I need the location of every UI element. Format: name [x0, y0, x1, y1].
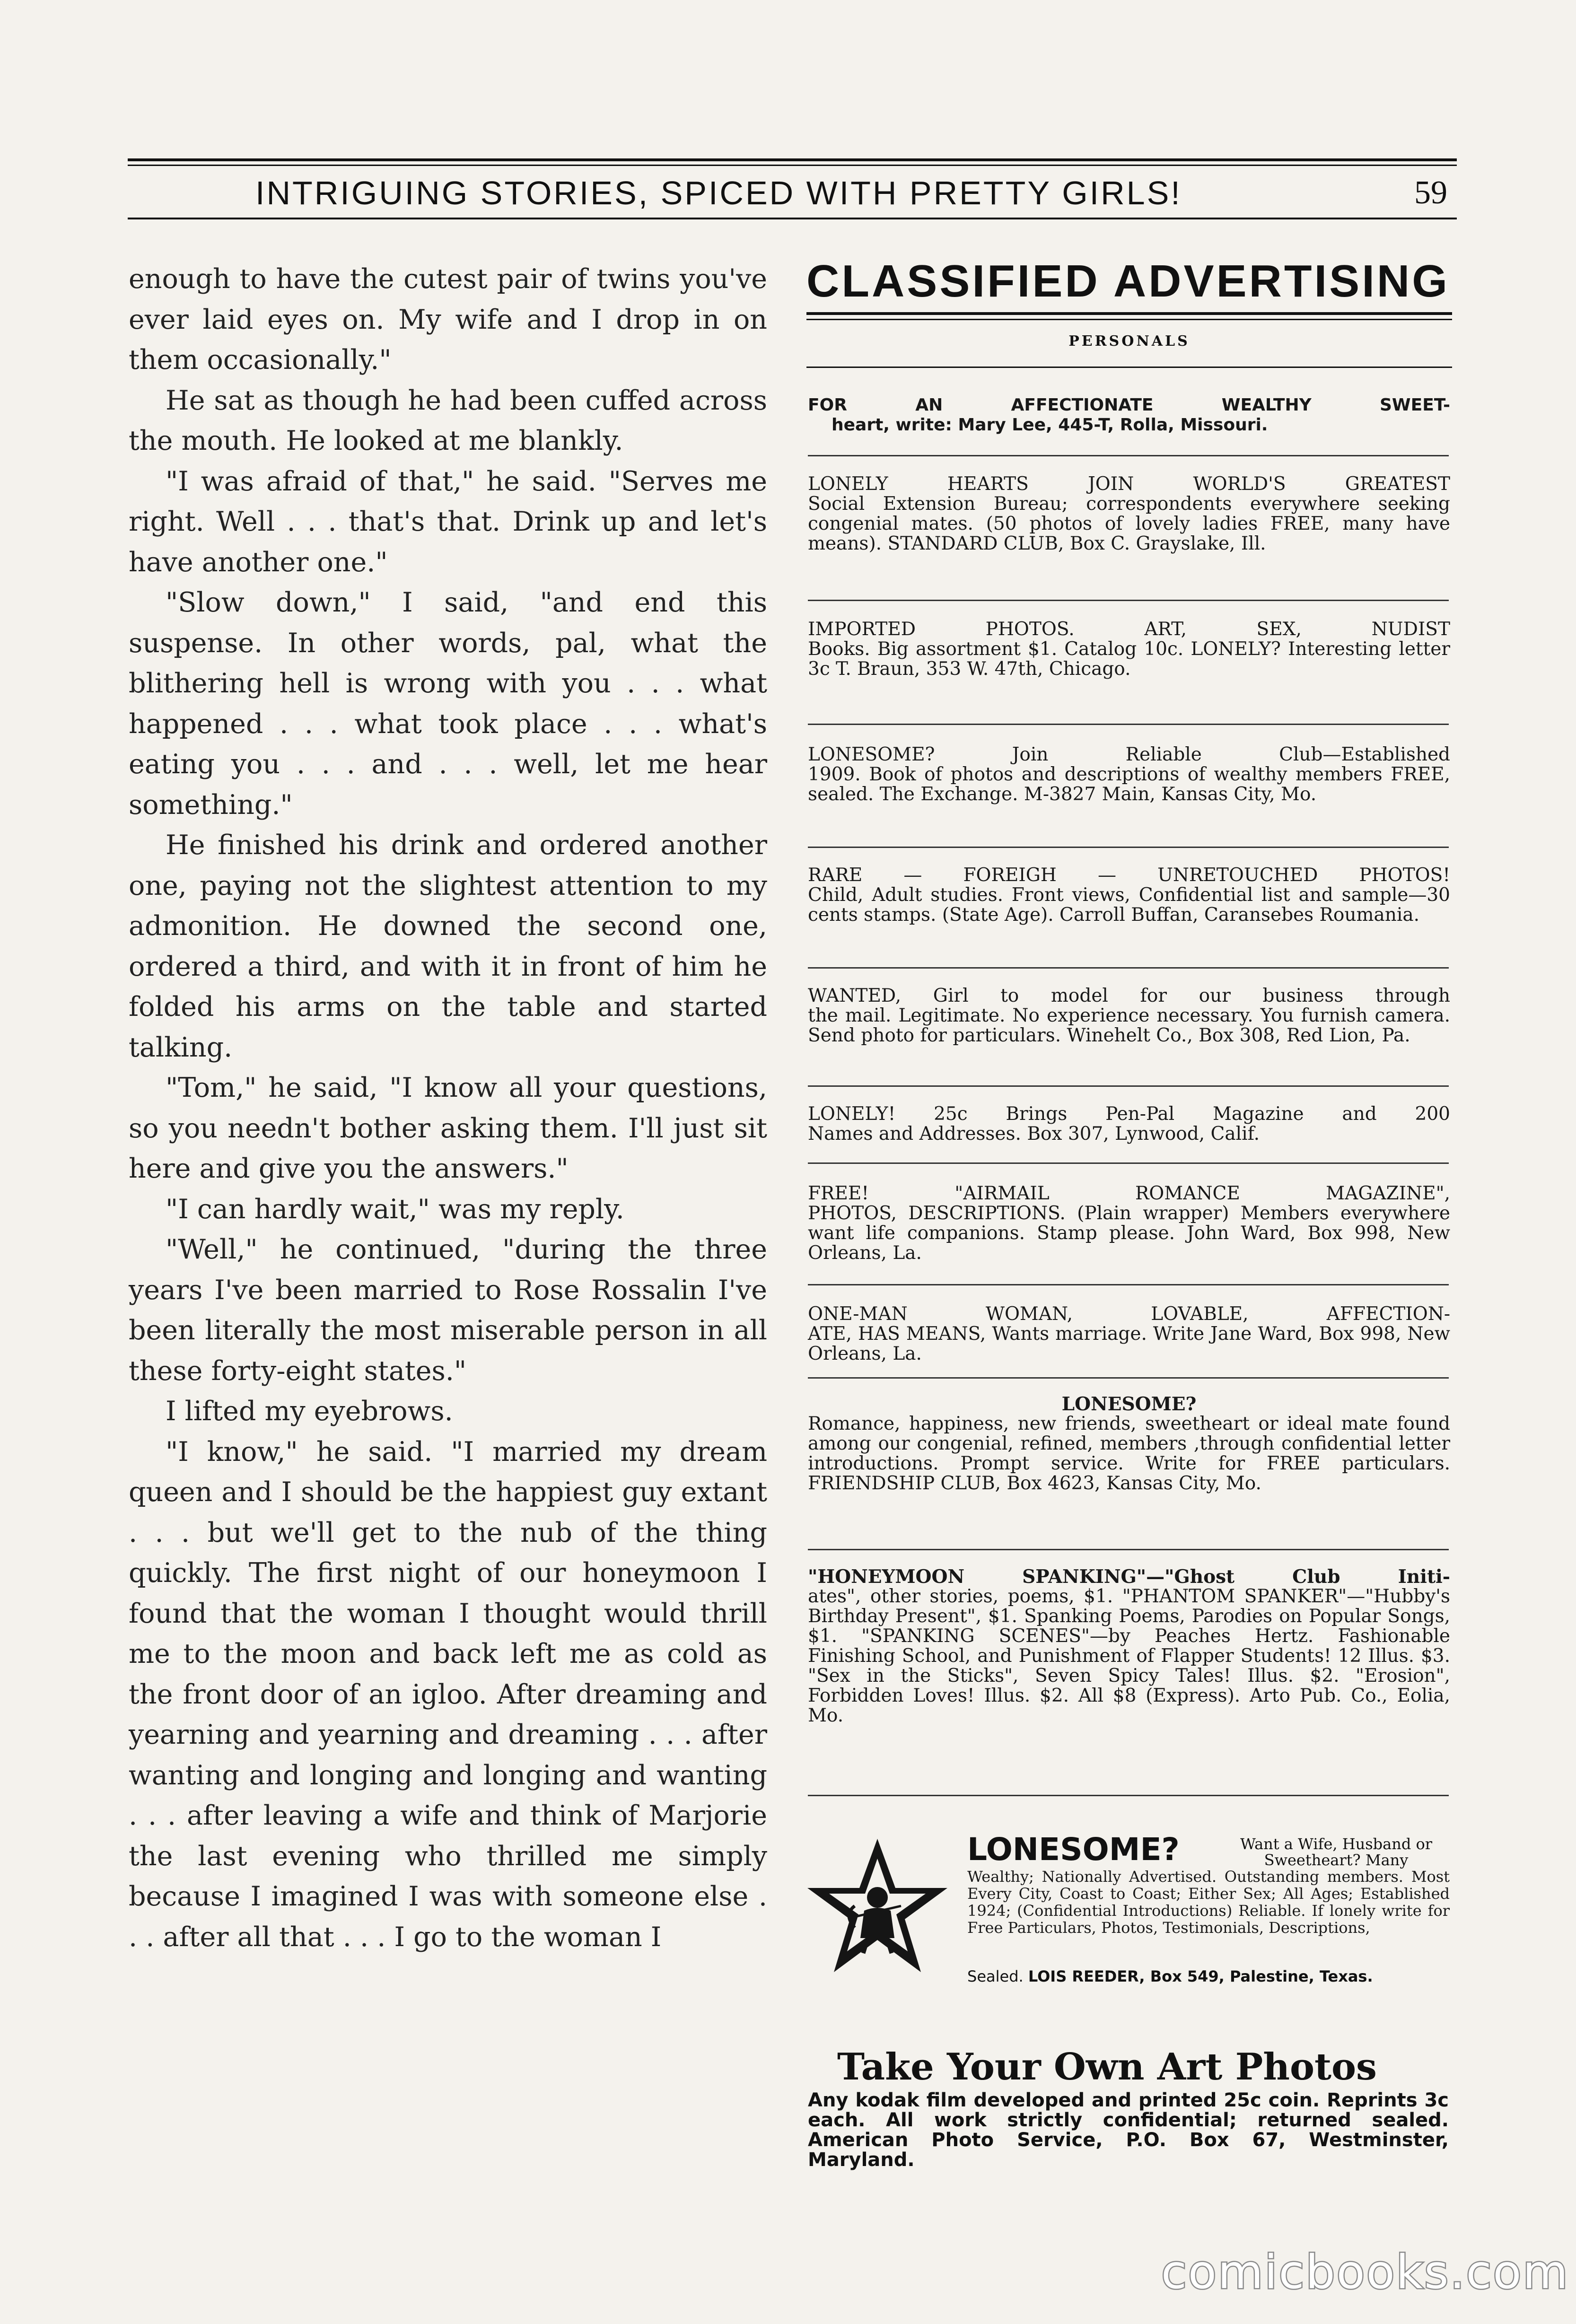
- ad-lead: FOR AN AFFECTIONATE WEALTHY SWEET-: [808, 395, 1450, 415]
- story-paragraph: "Well," he continued, "during the three years I've been married to Rose Rossalin I've been literally the most miserable person in all these forty-eight states.": [129, 1234, 767, 1387]
- ad-body: Books. Big assortment $1. Catalog 10c. LONELY? Interesting letter 3c T. Braun, 353 W. 47th, Chicago.: [808, 638, 1450, 680]
- header-top-rule-thick: [128, 158, 1457, 161]
- story-paragraph: "I was afraid of that," he said. "Serves me right. Well . . . that's that. Drink up and let's have another one.": [129, 465, 767, 578]
- ad-body: heart, write: Mary Lee, 445-T, Rolla, Missouri.: [832, 415, 1268, 435]
- ad-body: PHOTOS, DESCRIPTIONS. (Plain wrapper) Members everywhere want life companions. Stamp please. John Ward, Box 998, New Orleans, La.: [808, 1203, 1450, 1264]
- section-rule: [806, 367, 1452, 368]
- lonesome-ad-signature: [967, 1967, 1450, 1985]
- ad-separator: [808, 1377, 1449, 1379]
- ad-body: 1909. Book of photos and descriptions of wealthy members FREE, sealed. The Exchange. M-3827 Main, Kansas City, Mo.: [808, 764, 1450, 805]
- ad-lead: FREE! "AIRMAIL ROMANCE MAGAZINE",: [808, 1183, 1450, 1204]
- lonesome-ad-title: LONESOME?: [967, 1831, 1180, 1868]
- ad-separator: [808, 1795, 1449, 1796]
- ad-body: Names and Addresses. Box 307, Lynwood, Calif.: [808, 1123, 1260, 1145]
- ad-body: ATE, HAS MEANS, Wants marriage. Write Jane Ward, Box 998, New Orleans, La.: [808, 1323, 1450, 1364]
- ad-lead: ONE-MAN WOMAN, LOVABLE, AFFECTION-: [808, 1303, 1450, 1325]
- site-watermark: comicbooks.com: [1161, 2245, 1569, 2299]
- ad-separator: [808, 455, 1449, 456]
- ad-lead: LONELY HEARTS JOIN WORLD'S GREATEST: [808, 473, 1450, 495]
- classified-ad: [808, 865, 1450, 925]
- classified-ad: [808, 620, 1450, 679]
- classified-ad: [808, 1567, 1450, 1726]
- art-photos-title: Take Your Own Art Photos: [837, 2045, 1377, 2088]
- ad-separator: [808, 1162, 1449, 1164]
- classified-ad: [808, 1304, 1450, 1364]
- ad-lead: RARE — FOREIGH — UNRETOUCHED PHOTOS!: [808, 865, 1450, 886]
- classified-ad: [808, 1394, 1450, 1494]
- signature-prefix: Sealed.: [967, 1967, 1024, 1985]
- classified-ad: [808, 474, 1450, 554]
- ad-body: the mail. Legitimate. No experience necessary. You furnish camera. Send photo for particulars. Winehelt Co., Box 308, Red Lion, Pa.: [808, 1005, 1450, 1046]
- star-cupid-icon: [802, 1835, 953, 1982]
- ad-body: ates", other stories, poems, $1. "PHANTOM SPANKER"—"Hubby's Birthday Present", $1. Spanking Poems, Parodies on Popular Songs, $1. "SPANKING SCENES"—by Peaches Hertz. Fashionable Finishing School, and Punishment of Flapper Students! 12 Illus. $3. "Sex in the Sticks", Seven Spicy Tales! Illus. $2. "Erosion", Forbidden Loves! Illus. $2. All $8 (Express). Arto Pub. Co., Eolia, Mo.: [808, 1586, 1450, 1726]
- classified-rule-thin: [806, 319, 1452, 320]
- story-paragraph: "I know," he said. "I married my dream queen and I should be the happiest guy extant . . . but we'll get to the nub of the thing quickly. The first night of our honeymoon I found that the woman I thought would thrill me to the moon and back left me as cold as the front door of an igloo. After dreaming and yearning and yearning and dreaming . . . after wanting and longing and longing and wanting . . . after leaving a wife and think of Marjorie the last evening who thrilled me simply because I imagined I was with someone else . . . after all that . . . I go to the woman I: [129, 1436, 767, 1953]
- ad-body: Child, Adult studies. Front views, Confidential list and sample—30 cents stamps. (State Age). Carroll Buffan, Caransebes Roumania.: [808, 884, 1450, 926]
- art-photos-body: Any kodak film developed and printed 25c coin. Reprints 3c each. All work strictly confidential; returned sealed. American Photo Service, P.O. Box 67, Westminster, Maryland.: [808, 2089, 1449, 2171]
- signature-name: LOIS REEDER, Box 549, Palestine, Texas.: [1028, 1967, 1373, 1985]
- ad-lead: LONESOME? Join Reliable Club—Established: [808, 744, 1450, 765]
- classified-ad: [808, 1104, 1450, 1144]
- ad-lead: "HONEYMOON SPANKING"—"Ghost Club Initi-: [808, 1566, 1450, 1588]
- header-bottom-rule: [128, 218, 1457, 219]
- classified-ad: [808, 1184, 1450, 1263]
- story-column: [129, 259, 767, 1957]
- ad-separator: [808, 1284, 1449, 1285]
- classified-ad: [808, 745, 1450, 804]
- story-paragraph: "Tom," he said, "I know all your questions, so you needn't bother asking them. I'll just sit here and give you the answers.": [129, 1072, 767, 1184]
- classified-ad: [808, 986, 1450, 1046]
- lonesome-ad-body: Wealthy; Nationally Advertised. Outstanding members. Most Every City, Coast to Coast; Either Sex; All Ages; Established 1924; (Confidential Introductions) Reliable. If lonely write for Free Particulars, Photos, Testimonials, Descriptions,: [967, 1868, 1450, 1937]
- ad-separator: [808, 967, 1449, 969]
- ad-separator: [808, 724, 1449, 725]
- ad-separator: [808, 1085, 1449, 1087]
- ad-lead: LONELY! 25c Brings Pen-Pal Magazine and 200: [808, 1103, 1450, 1125]
- classified-rule-thick: [806, 312, 1452, 315]
- story-paragraph: I lifted my eyebrows.: [166, 1396, 453, 1427]
- section-heading-personals: PERSONALS: [1068, 333, 1190, 349]
- ad-separator: [808, 1549, 1449, 1550]
- ad-body: Social Extension Bureau; correspondents everywhere seeking congenial mates. (50 photos of lovely ladies FREE, many have means). STANDARD CLUB, Box C. Grayslake, Ill.: [808, 493, 1450, 554]
- page-number: 59: [1414, 175, 1447, 211]
- running-head: INTRIGUING STORIES, SPICED WITH PRETTY GIRLS!: [255, 175, 1182, 211]
- lonesome-ad-aside: Want a Wife, Husband or Sweetheart? Many: [1240, 1835, 1433, 1869]
- ad-body: Romance, happiness, new friends, sweetheart or ideal mate found among our congenial, refined, members ,through confidential letter introductions. Prompt service. Write for FREE particulars. FRIENDSHIP CLUB, Box 4623, Kansas City, Mo.: [808, 1413, 1450, 1494]
- story-paragraph: "I can hardly wait," was my reply.: [166, 1193, 624, 1225]
- ad-separator: [808, 847, 1449, 848]
- story-paragraph: enough to have the cutest pair of twins you've ever laid eyes on. My wife and I drop in on them occasionally.": [129, 263, 767, 376]
- ad-lead: WANTED, Girl to model for our business through: [808, 985, 1450, 1006]
- story-paragraph: He finished his drink and ordered another one, paying not the slightest attention to my admonition. He downed the second one, ordered a third, and with it in front of him he folded his arms on the table and started talking.: [129, 830, 767, 1063]
- ad-lead: IMPORTED PHOTOS. ART, SEX, NUDIST: [808, 619, 1450, 640]
- classified-ad: [808, 395, 1450, 435]
- header-top-rule-thin: [128, 165, 1457, 166]
- story-paragraph: He sat as though he had been cuffed across the mouth. He looked at me blankly.: [129, 384, 767, 456]
- ad-heading: LONESOME?: [1061, 1393, 1197, 1415]
- ad-separator: [808, 600, 1449, 601]
- classified-title: CLASSIFIED ADVERTISING: [806, 256, 1450, 306]
- story-paragraph: "Slow down," I said, "and end this suspense. In other words, pal, what the blithering hell is wrong with you . . . what happened . . . what took place . . . what's eating you . . . and . . . well, let me hear something.": [129, 587, 767, 821]
